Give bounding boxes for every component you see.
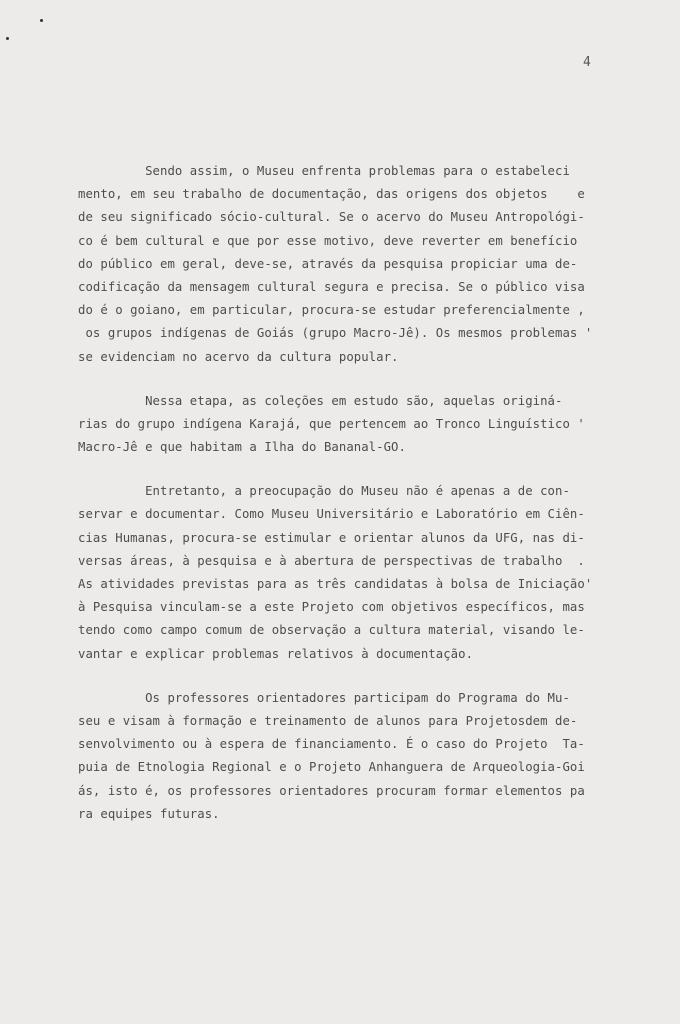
text-line: Os professores orientadores participam do Programa do Mu-	[78, 690, 570, 705]
punch-hole-dot	[6, 37, 9, 40]
page-number: 4	[583, 55, 591, 70]
text-line: cias Humanas, procura-se estimular e orientar alunos da UFG, nas di-	[78, 530, 585, 545]
text-line: à Pesquisa vinculam-se a este Projeto com objetivos específicos, mas	[78, 600, 585, 615]
text-line: mento, em seu trabalho de documentação, das origens dos objetos e	[78, 187, 585, 202]
text-line: senvolvimento ou à espera de financiamento. É o caso do Projeto Ta-	[78, 737, 585, 752]
text-line: As atividades previstas para as três candidatas à bolsa de Iniciação'	[78, 577, 593, 591]
text-line: vantar e explicar problemas relativos à documentação.	[78, 646, 474, 661]
paragraph	[78, 160, 618, 369]
text-line: do é o goiano, em particular, procura-se estudar preferencialmente ,	[78, 303, 585, 318]
paragraph	[78, 390, 618, 460]
body-text	[78, 160, 618, 847]
text-line: codificação da mensagem cultural segura e precisa. Se o público visa	[78, 279, 585, 294]
paragraph	[78, 480, 618, 666]
text-line: se evidenciam no acervo da cultura popular.	[78, 349, 399, 364]
text-line: rias do grupo indígena Karajá, que pertencem ao Tronco Linguístico '	[78, 416, 585, 431]
text-line: ra equipes futuras.	[78, 806, 220, 821]
text-line: puia de Etnologia Regional e o Projeto Anhanguera de Arqueologia-Goi	[78, 760, 585, 775]
text-line: de seu significado sócio-cultural. Se o acervo do Museu Antropológi-	[78, 210, 585, 225]
text-line: servar e documentar. Como Museu Universitário e Laboratório em Ciên-	[78, 507, 585, 522]
text-line: tendo como campo comum de observação a cultura material, visando le-	[78, 623, 585, 638]
text-line: versas áreas, à pesquisa e à abertura de perspectivas de trabalho .	[78, 553, 585, 568]
text-line: os grupos indígenas de Goiás (grupo Macro-Jê). Os mesmos problemas '	[78, 326, 593, 341]
text-line: co é bem cultural e que por esse motivo, deve reverter em benefício	[78, 233, 578, 248]
paragraph	[78, 687, 618, 826]
text-line: Macro-Jê e que habitam a Ilha do Bananal-GO.	[78, 440, 406, 455]
text-line: Nessa etapa, as coleções em estudo são, aquelas originá-	[78, 393, 563, 408]
text-line: Entretanto, a preocupação do Museu não é apenas a de con-	[78, 484, 570, 499]
text-line: seu e visam à formação e treinamento de alunos para Projetosdem de-	[78, 713, 578, 728]
text-line: Sendo assim, o Museu enfrenta problemas para o estabeleci	[78, 164, 570, 178]
text-line: ás, isto é, os professores orientadores procuram formar elementos pa	[78, 783, 585, 798]
punch-hole-dot	[40, 19, 43, 22]
text-line: do público em geral, deve-se, através da pesquisa propiciar uma de-	[78, 256, 578, 271]
